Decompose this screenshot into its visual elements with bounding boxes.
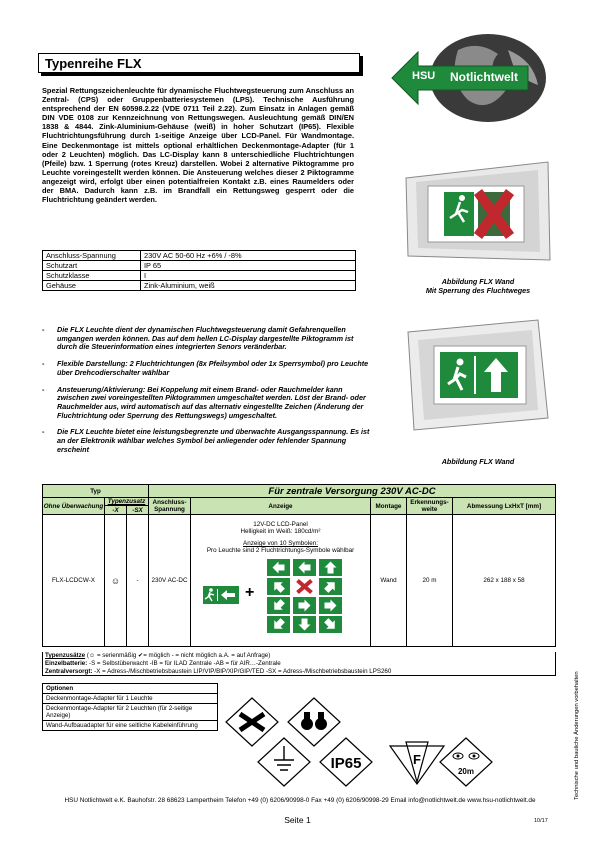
caption-arrow: Abbildung FLX Wand <box>441 457 515 466</box>
options-heading: Optionen <box>43 684 218 694</box>
running-man-sign <box>203 586 239 604</box>
list-item: - Ansteuerung/Aktivierung: Bei Koppelung mit einem Brand- oder Rauchmelder kann zwischen zwei voreingestellten Piktogrammen umgeschaltet werden. Löst der Brand- oder Rauchmelder aus, wird automatisch auf das alternativ eingestellte Zeichen (Änderung der Fluchtrichtung oder Sperrung des Rettungswegs) umgeschaltet. <box>40 386 370 421</box>
viewing-distance-icon <box>440 738 492 786</box>
feature-list <box>40 326 370 462</box>
spec-value: IP 65 <box>141 261 356 271</box>
page-title: Typenreihe FLX <box>38 53 360 73</box>
list-item: - Flexible Darstellung: 2 Fluchtrichtungen (8x Pfeilsymbol oder 1x Sperrsymbol) pro Leuchte über Drehcodierschalter wählbar <box>40 360 370 377</box>
f-label: F <box>413 752 421 767</box>
page-number: Seite 1 <box>284 815 311 825</box>
product-table <box>42 484 556 647</box>
cell-montage: Wand <box>371 515 407 647</box>
spec-value: Zink-Aluminium, weiß <box>141 281 356 291</box>
table-notes <box>42 652 556 676</box>
spec-label: Anschluss-Spannung <box>43 251 141 261</box>
header-ohne: Ohne Überwachung <box>43 498 105 515</box>
spec-label: Schutzklasse <box>43 271 141 281</box>
caption-blocked <box>398 277 558 295</box>
header-versorgung: Für zentrale Versorgung 230V AC-DC <box>149 485 556 498</box>
option-item: Deckenmontage-Adapter für 1 Leuchte <box>43 694 218 704</box>
anzeige-sub: Pro Leuchte sind 2 Fluchtrichtungs-Symbole wählbar <box>206 547 355 554</box>
header-sx: -SX <box>127 506 149 515</box>
spec-label: Schutzart <box>43 261 141 271</box>
cell-mass: 262 x 188 x 58 <box>453 515 556 647</box>
table-row <box>43 515 556 647</box>
no-explosion-icon <box>226 698 278 746</box>
caption-line: Mit Sperrung des Fluchtweges <box>425 286 531 295</box>
spec-value: I <box>141 271 356 281</box>
header-typ: Typ <box>43 485 149 498</box>
spec-row <box>43 251 356 261</box>
certification-badges <box>222 694 512 794</box>
option-item: Wand-Aufbauadapter für eine seitliche Kabeleinführung <box>43 721 218 731</box>
product-image-arrow <box>404 318 550 436</box>
binoculars-icon <box>288 698 340 746</box>
note-line: Typenzusätze (☺ = serienmäßig ✔= möglich - = nicht möglich a.A. = auf Anfrage) <box>45 652 271 659</box>
disclaimer-text: Technische und bauliche Änderungen vorbehalten <box>574 671 580 800</box>
spec-value: 230V AC 50-60 Hz +6% / -8% <box>141 251 356 261</box>
list-item: - Die FLX Leuchte dient der dynamischen Fluchtwegsteuerung damit Gefahrenquellen umgangen werden können. Das auf dem hellen LC-Display dargestellte Piktogramm ist durch die Steuerinformation eines integrierten Senors veränderbar. <box>40 326 370 352</box>
cell-sx: - <box>127 515 149 647</box>
header-montage: Montage <box>371 498 407 515</box>
header-typenzusatz: Typenzusatz <box>105 498 149 506</box>
header-anzeige: Anzeige <box>191 498 371 515</box>
note-line: Zentralversorgt: -X = Adress-/Mischbetriebsbaustein LIP/VIP/BIP/XIP/GIP/TED -SX = Adress-/Mischbetriebsbaustein LPS260 <box>45 667 392 675</box>
note-line: Einzelbatterie: -S = Selbstüberwacht -IB = für ILAD Zentrale -AB = für AIR…-Zentrale <box>45 659 281 667</box>
vertical-disclaimer <box>574 640 584 800</box>
plus-sign: + <box>245 584 255 601</box>
header-anschluss: Anschluss-Spannung <box>149 498 191 515</box>
caption-line: Abbildung FLX Wand <box>441 277 515 286</box>
product-image-blocked <box>398 160 554 270</box>
spec-row <box>43 281 356 291</box>
company-logo <box>388 30 558 130</box>
spec-label: Gehäuse <box>43 281 141 291</box>
logo-text-right: Notlichtwelt <box>450 70 518 84</box>
cell-anzeige <box>191 515 371 647</box>
intro-paragraph: Spezial Rettungszeichenleuchte für dynamische Fluchtwegsteuerung zum Anschluss an Zentral- (CPS) oder Gruppenbatteriesystemen (LPS). Technische Ausführung entsprechend der EN 60598.2.22 (VDE 0711 Teil 2.22). Zum Einsatz in Anlagen gemäß DIN VDE 0108 zur Kennzeichnung von Rettungswegen. Ausleuchtung gemäß DIN/EN 1838 & 4844. Zink-Aluminium-Gehäuse (weiß) in hoher Schutzart (IP65). Flexible Fluchtrichtungsführung durch 1-seitige Anzeige über LCD-Panel. Für Wandmontage. Eine Deckenmontage ist mittels optional erhältlichen Deckenmontage-Adapter (für 1 oder 2 Leuchten) möglich. Das LC-Display kann 8 unterschiedliche Fluchtrichtungen (Pfeile) bzw. 1 Sperrung (rotes Kreuz) darstellen. Wobei 2 alternative Piktogramme pro Leuchte voreingestellt werden können. Die Ansteuerung welches dieser 2 Piktogramme angezeigt wird, erfolgt über einen potentialfreien Kontakt z.B. eines Raumelders oder der BMA. Dadurch kann z.B. im Brandfall ein Rettungsweg gesperrt oder die Fluchtrichtung geändert werden. <box>42 86 354 205</box>
spec-table <box>42 250 356 291</box>
options-table <box>42 683 218 731</box>
distance-label: 20m <box>457 767 475 776</box>
cell-spannung: 230V AC-DC <box>149 515 191 647</box>
spec-row <box>43 261 356 271</box>
spec-row <box>43 271 356 281</box>
panel-line: 12V-DC LCD-Panel <box>253 521 308 528</box>
company-footer: HSU Notlichtwelt e.K. Bauhofstr. 28 68623 Lampertheim Telefon +49 (0) 6206/90998-0 Fax +49 (0) 6206/90998-29 Email info@notlichtwelt.de www.hsu-notlichtwelt.de <box>64 797 536 804</box>
pictogram-area <box>191 556 370 634</box>
header-x: -X <box>105 506 127 515</box>
ground-symbol-icon <box>258 738 310 786</box>
doc-code: 10/17 <box>534 818 548 824</box>
header-erkennung: Erkennungs-weite <box>407 498 453 515</box>
anzeige-heading: Anzeige von 10 Symbolen: <box>243 540 318 547</box>
panel-line: Helligkeit im Weiß: 180cd/m² <box>240 528 321 535</box>
cell-weite: 20 m <box>407 515 453 647</box>
logo-text-left: HSU <box>412 70 436 82</box>
ip65-label: IP65 <box>330 755 362 772</box>
header-abmessung: Abmessung LxHxT [mm] <box>453 498 556 515</box>
cell-name: FLX-LCDCW-X <box>43 515 105 647</box>
direction-symbols-grid <box>265 558 345 634</box>
cell-x: ☺ <box>105 515 127 647</box>
list-item: - Die FLX Leuchte bietet eine leistungsbegrenzte und überwachte Ausgangsspannung. Es ist an der Elektronik wählbar welches Symbol bei anliegender oder fehlender Spannung erscheint <box>40 428 370 454</box>
option-item: Deckenmontage-Adapter für 2 Leuchten (für 2-seitige Anzeige) <box>43 704 218 721</box>
